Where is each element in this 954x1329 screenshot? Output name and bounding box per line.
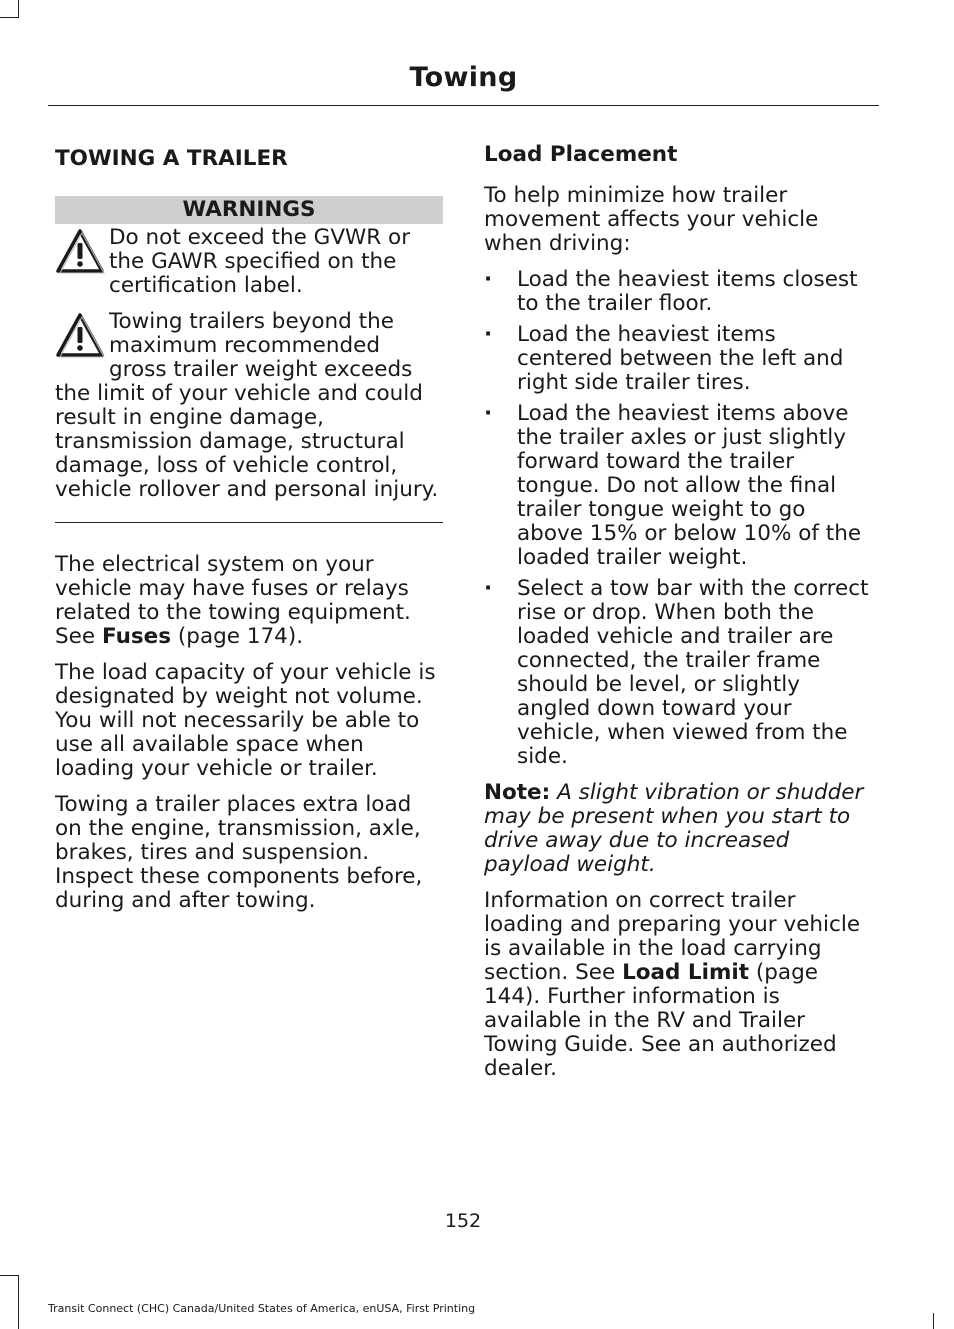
crop-mark: [0, 1275, 18, 1276]
page-header: [48, 58, 879, 106]
fuses-link[interactable]: Fuses: [101, 624, 172, 649]
warnings-header: WARNINGS: [55, 196, 443, 224]
note-label: Note:: [484, 780, 551, 805]
section-title: TOWING A TRAILER: [55, 146, 288, 171]
footer-text: Transit Connect (CHC) Canada/United States of America, enUSA, First Printing: [48, 1302, 476, 1315]
subheading-load-placement: Load Placement: [484, 142, 678, 167]
warning-text: Towing trailers beyond the maximum recommended gross trailer weight exceeds the limit of your vehicle and could result in engine damage, transmission damage, structural damage, loss of vehicle control, vehicle rollover and personal injury.: [55, 309, 439, 502]
list-item: · Load the heaviest items closest to the trailer floor.: [484, 268, 874, 316]
warning-text: Do not exceed the GVWR or the GAWR specified on the certification label.: [109, 225, 411, 298]
paragraph-text: (page 144). Further information is available in the RV and Trailer Towing Guide. See an authorized dealer.: [484, 960, 837, 1081]
paragraph-information: [484, 889, 874, 1081]
divider: [55, 522, 443, 523]
warning-triangle-icon: [55, 228, 105, 276]
crop-mark: [18, 1275, 19, 1329]
paragraph-load-capacity: The load capacity of your vehicle is designated by weight not volume. You will not necessarily be able to use all available space when loading your vehicle or trailer.: [55, 660, 436, 781]
load-limit-link[interactable]: Load Limit: [622, 960, 750, 985]
paragraph-electrical: [55, 553, 443, 649]
crop-mark: [0, 17, 18, 18]
page-reference: (page 174).: [177, 624, 304, 649]
crop-mark: [933, 1313, 934, 1329]
page-number: 152: [444, 1210, 482, 1232]
paragraph-intro: To help minimize how trailer movement affects your vehicle when driving:: [484, 183, 819, 256]
left-column: [55, 140, 443, 925]
right-column: [484, 140, 874, 1093]
list-item: · Select a tow bar with the correct rise or drop. When both the loaded vehicle and trailer are connected, the trailer frame should be level, or slightly angled down toward your vehicle, when viewed from the side.: [484, 577, 874, 769]
page-title: Towing: [409, 62, 518, 93]
warning-item: [55, 310, 443, 502]
list-item: · Load the heaviest items above the trailer axles or just slightly forward toward the trailer tongue. Do not allow the final trailer tongue weight to go above 15% or below 10% of the loaded trailer weight.: [484, 402, 874, 570]
paragraph-towing-load: Towing a trailer places extra load on the engine, transmission, axle, brakes, tires and suspension. Inspect these components before, during and after towing.: [55, 792, 423, 913]
paragraph-text: The electrical system on your vehicle may have fuses or relays related to the towing equipment. See: [55, 552, 411, 649]
note: [484, 781, 874, 877]
warning-triangle-icon: [55, 312, 105, 360]
paragraph-text: Information on correct trailer loading and preparing your vehicle is available in the load carrying section. See: [484, 888, 861, 985]
bullet-list: [484, 268, 874, 769]
note-text: A slight vibration or shudder may be present when you start to drive away due to increased payload weight.: [484, 780, 864, 877]
warning-item: [55, 226, 443, 298]
list-item: · Load the heaviest items centered between the left and right side trailer tires.: [484, 323, 874, 395]
crop-mark: [18, 0, 19, 18]
